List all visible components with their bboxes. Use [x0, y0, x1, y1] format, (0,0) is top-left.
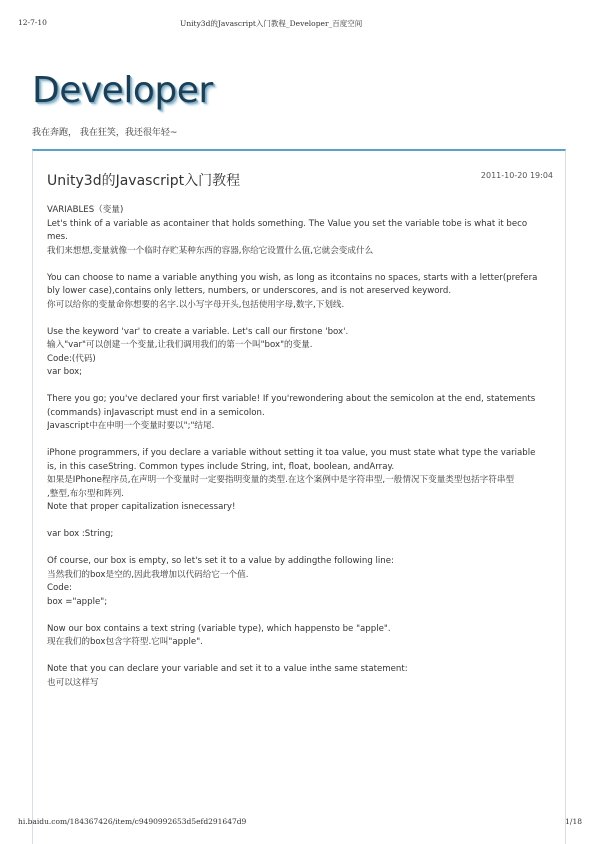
post-line: Use the keyword 'var' to create a variable. Let's call our firstone 'box'. — [47, 326, 349, 337]
post-line — [47, 609, 553, 623]
post-line: 你可以给你的变量命你想要的名字.以小写字母开头,包括使用字母,数字,下划线. — [47, 299, 345, 310]
post-line: Code:(代码) — [47, 353, 96, 364]
post-line: Note that proper capitalization isnecessary! — [47, 502, 236, 512]
print-page-title: Unity3d的Javascript入门教程_Developer_百度空间 — [180, 19, 363, 28]
post-line: 现在我们的box包含字符型.它叫"apple". — [47, 637, 203, 647]
post-line — [47, 542, 553, 556]
post-line: Let's think of a variable as acontainer that holds something. The Value you set the variable tobe is what it beco — [47, 218, 528, 229]
print-footer — [0, 817, 600, 831]
post-line — [47, 312, 553, 326]
post-body — [47, 204, 553, 690]
post-line: var box :String; — [47, 529, 114, 539]
post-line — [47, 515, 553, 529]
post-line: mes. — [47, 232, 68, 242]
print-date: 12-7-10 — [18, 18, 47, 27]
post-line: is, in this caseString. Common types include String, int, float, boolean, andArray. — [47, 461, 395, 472]
print-url: hi.baidu.com/184367426/item/c9490992653d5efd291647d9 — [18, 817, 247, 826]
post-line — [47, 258, 553, 272]
print-header — [0, 18, 600, 32]
post-title[interactable]: Unity3d的Javascript入门教程 — [47, 173, 241, 189]
post-line: 我们来想想,变量就像一个临时存贮某种东西的容器,你给它设置什么值,它就会变成什么 — [47, 245, 374, 256]
print-page-number: 1/18 — [565, 817, 582, 826]
post-date: 2011-10-20 19:04 — [480, 171, 553, 180]
post-line: Note that you can declare your variable and set it to a value inthe same statement: — [47, 664, 408, 674]
post-line: box ="apple"; — [47, 596, 108, 607]
post-container — [32, 149, 566, 844]
post-line: (commands) inJavascript must end in a semicolon. — [47, 407, 265, 418]
blog-tagline: 我在奔跑， 我在狂笑，我还很年轻~ — [32, 128, 178, 138]
post-line: var box; — [47, 367, 83, 377]
post-line: There you go; you've declared your first variable! If you'rewondering about the semicolon at the end, statements — [47, 394, 536, 404]
post-line — [47, 650, 553, 664]
post-line: 当然我们的box是空的,因此我增加以代码给它一个值. — [47, 569, 249, 580]
post-line: ,整型,布尔型和阵列. — [47, 488, 124, 499]
post-line: You can choose to name a variable anything you wish, as long as itcontains no spaces, starts with a letter(prefera — [47, 272, 538, 283]
post-line: iPhone programmers, if you declare a variable without setting it toa value, you must state what type the variable — [47, 448, 536, 458]
post-line: bly lower case),contains only letters, numbers, or underscores, and is not areserved keyword. — [47, 286, 452, 296]
blog-title[interactable]: Developer — [32, 70, 213, 111]
post-line: 输入"var"可以创建一个变量,让我们调用我们的第一个叫"box"的变量. — [47, 340, 313, 350]
post-line: Of course, our box is empty, so let's set it to a value by addingthe following line: — [47, 556, 394, 566]
post-line: 也可以这样写 — [47, 677, 99, 688]
post-line — [47, 434, 553, 448]
post-line — [47, 380, 553, 394]
post-line: VARIABLES（变量) — [47, 205, 124, 215]
post-line: Code: — [47, 583, 72, 593]
post-line: Javascript中在申明一个变量时要以";"结尾. — [47, 421, 215, 431]
post-line: Now our box contains a text string (variable type), which happensto be "apple". — [47, 623, 391, 634]
post-line: 如果是IPhone程序员,在声明一个变量时一定要指明变量的类型.在这个案例中是字符串型,一般情况下变量类型包括字符串型 — [47, 475, 515, 485]
